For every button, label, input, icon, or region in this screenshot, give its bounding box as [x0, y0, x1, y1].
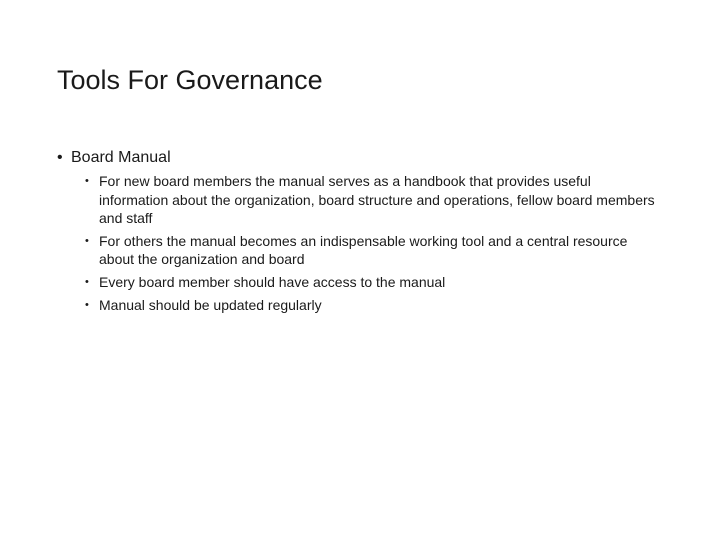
main-bullet	[57, 146, 667, 170]
bullet-marker: •	[85, 298, 89, 311]
sub-bullet-list	[57, 172, 667, 314]
slide-title: Tools For Governance	[57, 65, 323, 95]
sub-bullet-text: For others the manual becomes an indispensable working tool and a central resource about the organization and board	[99, 232, 628, 268]
sub-bullet-item	[85, 172, 667, 228]
bullet-marker: •	[85, 175, 89, 187]
sub-bullet-text: For new board members the manual serves as a handbook that provides useful information about the organization, board structure and operations, fellow board members and staff	[99, 173, 655, 227]
sub-bullet-item	[85, 232, 667, 269]
sub-bullet-item	[85, 296, 667, 315]
main-bullet-label: Board Manual	[71, 149, 171, 166]
sub-bullet-text: Every board member should have access to the manual	[99, 273, 446, 290]
bullet-marker: •	[85, 275, 89, 288]
bullet-marker: •	[85, 234, 89, 247]
slide-content	[57, 146, 667, 318]
bullet-marker: •	[57, 149, 63, 166]
sub-bullet-text: Manual should be updated regularly	[99, 296, 322, 313]
sub-bullet-item	[85, 273, 667, 292]
